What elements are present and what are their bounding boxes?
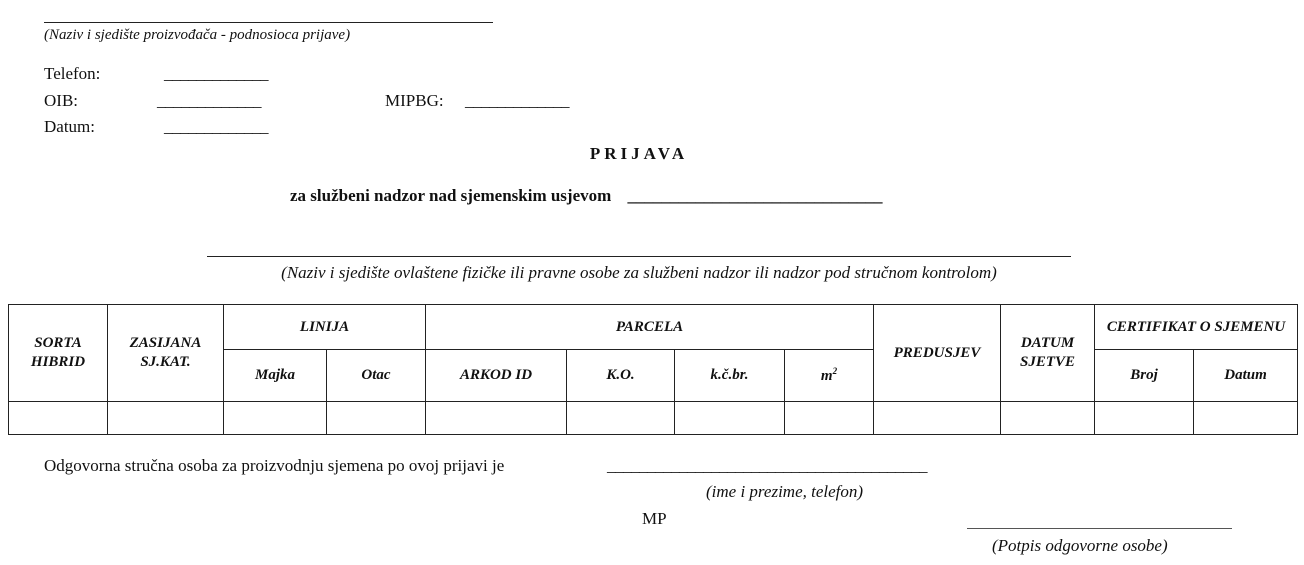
cell-cert-datum[interactable] (1194, 402, 1298, 435)
organization-caption: (Naziv i sjedište ovlaštene fizičke ili pravne osobe za službeni nadzor ili nadzor pod stručnom kontrolom) (281, 263, 997, 282)
header-certifikat: CERTIFIKAT O SJEMENU (1095, 305, 1298, 350)
responsible-person-field[interactable]: ________________________________________ (607, 456, 927, 475)
subtitle-text: za službeni nadzor nad sjemenskim usjevom (290, 186, 612, 205)
header-zasijana-sjkat (108, 305, 224, 402)
header-datum-sjetve (1001, 305, 1095, 402)
header-majka: Majka (224, 350, 327, 402)
crop-field[interactable]: ______________________________ (627, 186, 883, 205)
header-sorta-hibrid (9, 305, 108, 402)
header-sjkat: SJ.KAT. (140, 354, 191, 370)
cell-sorta-hibrid[interactable] (9, 402, 108, 435)
organization-name-line[interactable] (207, 256, 1071, 257)
header-predusjev: PREDUSJEV (874, 305, 1001, 402)
signature-caption: (Potpis odgovorne osobe) (992, 536, 1168, 555)
header-cert-datum: Datum (1194, 350, 1298, 402)
header-ko: K.O. (567, 350, 675, 402)
header-m2 (785, 350, 874, 402)
phone-field[interactable]: _____________ (164, 64, 268, 83)
cell-broj[interactable] (1095, 402, 1194, 435)
cell-datum-sjetve[interactable] (1001, 402, 1095, 435)
header-datum: DATUM (1020, 335, 1075, 352)
cell-otac[interactable] (327, 402, 426, 435)
header-kcbr: k.č.br. (675, 350, 785, 402)
responsible-person-caption: (ime i prezime, telefon) (706, 482, 864, 501)
cell-zasijana-sjkat[interactable] (108, 402, 224, 435)
header-m: m (820, 367, 833, 384)
date-label: Datum: (44, 117, 95, 136)
cell-kcbr[interactable] (675, 402, 785, 435)
header-zasijana: ZASIJANA (129, 335, 202, 352)
header-m-sup: 2 (832, 365, 838, 376)
mipbg-label: MIPBG: (385, 91, 444, 110)
header-otac: Otac (327, 350, 426, 402)
mipbg-field[interactable]: _____________ (465, 91, 569, 110)
header-sorta: SORTA (34, 335, 82, 352)
date-field[interactable]: _____________ (164, 117, 268, 136)
responsible-person-label: Odgovorna stručna osoba za proizvodnju sjemena po ovoj prijavi je (44, 456, 505, 475)
cell-majka[interactable] (224, 402, 327, 435)
signature-line[interactable] (967, 528, 1232, 529)
header-sjetve: SJETVE (1019, 354, 1076, 370)
cell-arkod-id[interactable] (426, 402, 567, 435)
header-linija: LINIJA (224, 305, 426, 350)
header-broj: Broj (1095, 350, 1194, 402)
producer-name-line[interactable] (44, 22, 493, 23)
producer-caption: (Naziv i sjedište proizvođača - podnosioca prijave) (44, 27, 351, 43)
cell-ko[interactable] (567, 402, 675, 435)
phone-label: Telefon: (44, 64, 101, 83)
header-hibrid: HIBRID (30, 354, 86, 370)
cell-m2[interactable] (785, 402, 874, 435)
form-title: PRIJAVA (589, 144, 689, 163)
table-row (9, 402, 1298, 435)
seed-crop-table (8, 304, 1298, 435)
cell-predusjev[interactable] (874, 402, 1001, 435)
stamp-label: MP (642, 509, 667, 528)
form-subtitle (290, 186, 883, 206)
header-arkod-id: ARKOD ID (426, 350, 567, 402)
header-parcela: PARCELA (426, 305, 874, 350)
oib-label: OIB: (44, 91, 78, 110)
oib-field[interactable]: _____________ (157, 91, 261, 110)
